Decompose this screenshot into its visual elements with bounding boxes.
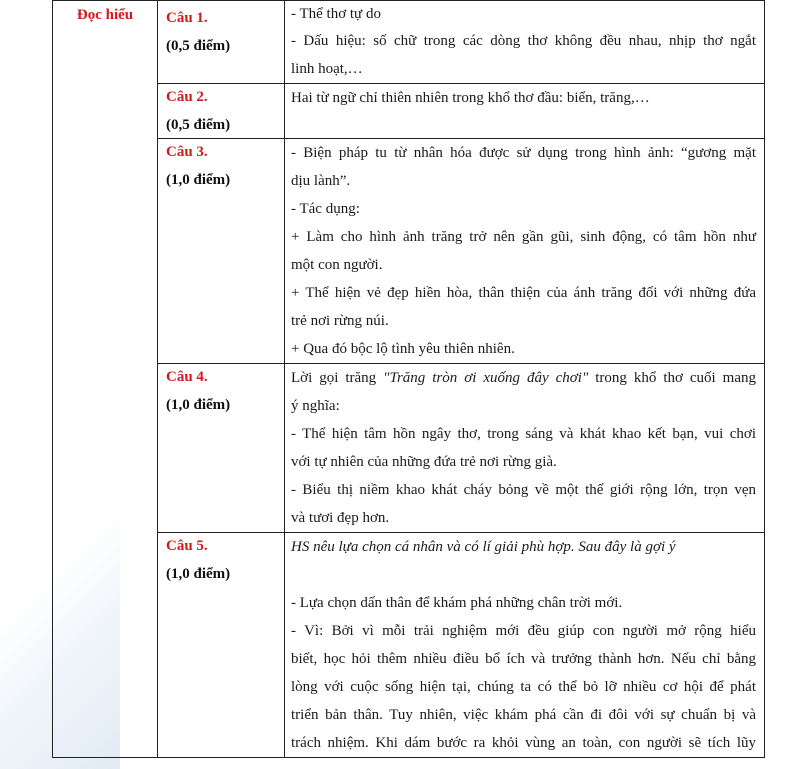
question-label: Câu 1. [166, 10, 208, 26]
answer-line: trẻ nơi rừng núi. [291, 313, 389, 329]
answer-cell [285, 533, 765, 758]
question-label: Câu 2. [166, 89, 208, 105]
answer-line: với tự nhiên của những đứa trẻ nơi rừng già. [291, 454, 557, 470]
question-label: Câu 5. [166, 538, 208, 554]
question-cell [158, 84, 285, 139]
answer-cell [285, 1, 765, 84]
answer-text: trong khổ thơ cuối mang [588, 370, 757, 386]
answer-line: linh hoạt,… [291, 61, 363, 77]
answer-line: Hai từ ngữ chỉ thiên nhiên trong khổ thơ đầu: biển, trăng,… [291, 90, 650, 106]
table-row [53, 364, 765, 533]
table-row [53, 533, 765, 758]
question-cell [158, 364, 285, 533]
answer-line: dịu lành”. [291, 173, 351, 189]
answer-line: - Tác dụng: [291, 201, 360, 217]
question-points: (1,0 điểm) [166, 397, 231, 413]
question-points: (1,0 điểm) [166, 566, 231, 582]
table-row [53, 139, 765, 364]
answer-line: ý nghĩa: [291, 398, 340, 414]
question-label: Câu 3. [166, 144, 208, 160]
answer-line: - Lựa chọn dấn thân để khám phá những chân trời mới. [291, 595, 623, 611]
answer-line [291, 364, 756, 392]
answer-line: - Biện pháp tu từ nhân hóa được sử dụng trong hình ảnh: “gương mặt [291, 145, 756, 161]
poem-quote: "Trăng tròn ơi xuống đây chơi" [383, 370, 589, 386]
answer-line: + Thể hiện vẻ đẹp hiền hòa, thân thiện của ánh trăng đối với những đứa [291, 285, 756, 301]
answer-line: lòng với cuộc sống hiện tại, chúng ta có thể bỏ lỡ nhiều cơ hội để phát [291, 679, 756, 695]
question-cell [158, 1, 285, 84]
answer-cell [285, 84, 765, 139]
answer-line: biết, học hỏi thêm nhiều điều bổ ích và trưởng thành hơn. Nếu chỉ bằng [291, 651, 756, 667]
answer-cell [285, 364, 765, 533]
answer-cell [285, 139, 765, 364]
answer-line: + Làm cho hình ảnh trăng trở nên gần gũi, sinh động, có tâm hồn như [291, 229, 756, 245]
question-points: (1,0 điểm) [166, 172, 231, 188]
table-row [53, 84, 765, 139]
answer-text: Lời gọi trăng [291, 370, 384, 386]
answer-line: - Thể thơ tự do [291, 6, 381, 22]
answer-line: trách nhiệm. Khi dám bước ra khỏi vùng an toàn, con người sẽ tích lũy [291, 735, 756, 751]
answer-line: - Thể hiện tâm hồn ngây thơ, trong sáng và khát khao kết bạn, vui chơi [291, 426, 756, 442]
answer-intro: HS nêu lựa chọn cá nhân và có lí giải phù hợp. Sau đây là gợi ý [291, 539, 676, 555]
answer-line: - Biểu thị niềm khao khát cháy bỏng về một thế giới rộng lớn, trọn vẹn [291, 482, 756, 498]
question-points: (0,5 điểm) [166, 38, 231, 54]
answer-line: và tươi đẹp hơn. [291, 510, 390, 526]
answer-key-table [52, 0, 765, 758]
question-cell [158, 533, 285, 758]
answer-line: + Qua đó bộc lộ tình yêu thiên nhiên. [291, 341, 515, 357]
answer-line: - Vì: Bởi vì mỗi trải nghiệm mới đều giúp con người mở rộng hiểu [291, 623, 756, 639]
table-row [53, 1, 765, 84]
answer-line: - Dấu hiệu: số chữ trong các dòng thơ không đều nhau, nhịp thơ ngắt [291, 33, 756, 49]
question-cell [158, 139, 285, 364]
section-label: Đọc hiểu [53, 1, 158, 758]
answer-line: một con người. [291, 257, 383, 273]
answer-line: triển bản thân. Tuy nhiên, việc khám phá cần đi đôi với sự chuẩn bị và [291, 707, 756, 723]
question-label: Câu 4. [166, 369, 208, 385]
question-points: (0,5 điểm) [166, 117, 231, 133]
blank-line [291, 561, 756, 589]
